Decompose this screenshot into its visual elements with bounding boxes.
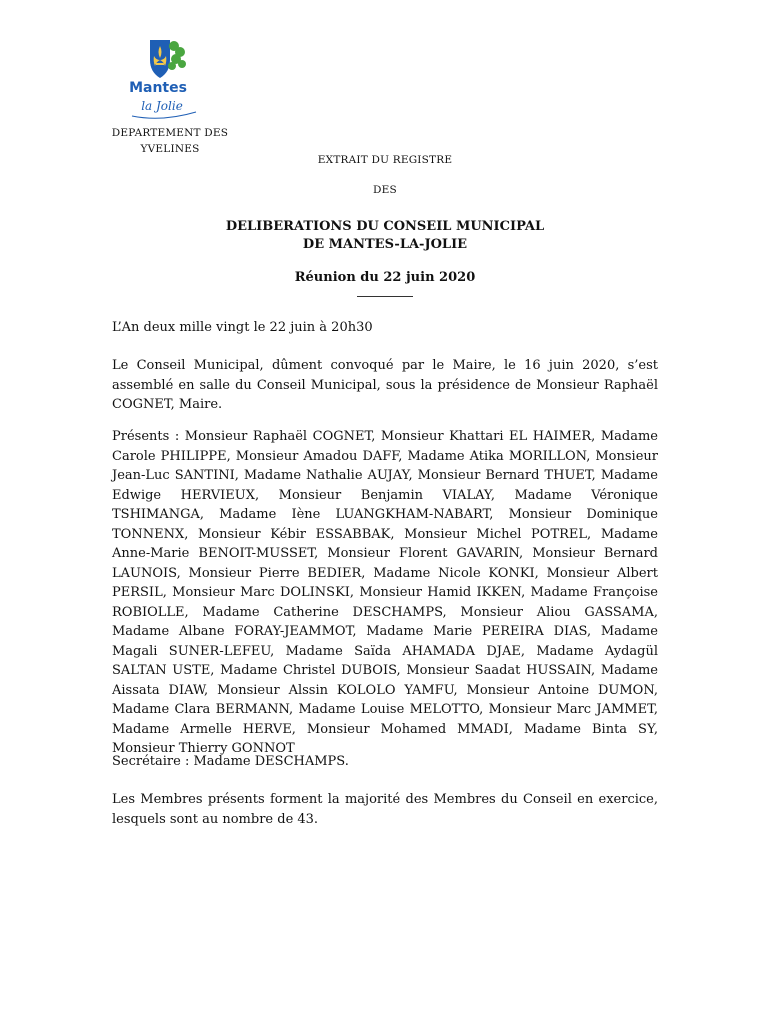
logo-wordmark: Mantes [129,80,187,96]
meeting-date-heading: Réunion du 22 juin 2020 [294,270,476,285]
extract-line-2: DES [373,184,397,196]
date-line: L’An deux mille vingt le 22 juin à 20h30 [112,320,373,335]
title-line-2: DE MANTES-LA-JOLIE [302,237,468,252]
membres-paragraph: Les Membres présents forment la majorité des Membres du Conseil en exercice, lesquels sont au nombre de 43. [112,792,658,827]
document-title [0,218,770,254]
shield-icon [150,40,170,78]
divider [357,296,413,297]
title-line-1: DELIBERATIONS DU CONSEIL MUNICIPAL [225,219,545,234]
mantes-la-jolie-logo [122,36,202,126]
department-label: DEPARTEMENT DES YVELINES [111,127,229,155]
extract-line-1: EXTRAIT DU REGISTRE [317,154,453,166]
presents-paragraph: Présents : Monsieur Raphaël COGNET, Monsieur Khattari EL HAIMER, Madame Carole PHILIPPE, Monsieur Amadou DAFF, Madame Atika MORILLON, Monsieur Jean-Luc SANTINI, Madame Nathalie AUJAY, Monsieur Bernard THUET, Madame Edwige HERVIEUX, Monsieur Benjamin VIALAY, Madame Véronique TSHIMANGA, Madame Iène LUANGKHAM-NABART, Monsieur Dominique TONNENX, Monsieur Kébir ESSABBAK, Monsieur Michel POTREL, Madame Anne-Marie BENOIT-MUSSET, Monsieur Florent GAVARIN, Monsieur Bernard LAUNOIS, Monsieur Pierre BEDIER, Madame Nicole KONKI, Monsieur Albert PERSIL, Monsieur Marc DOLINSKI, Monsieur Hamid IKKEN, Madame Françoise ROBIOLLE, Madame Catherine DESCHAMPS, Monsieur Aliou GASSAMA, Madame Albane FORAY-JEAMMOT, Madame Marie PEREIRA DIAS, Madame Magali SUNER-LEFEU, Madame Saïda AHAMADA DJAE, Madame Aydagül SALTAN USTE, Madame Christel DUBOIS, Monsieur Saadat HUSSAIN, Madame Aissata DIAW, Monsieur Alssin KOLOLO YAMFU, Monsieur Antoine DUMON, Madame Clara BERMANN, Madame Louise MELOTTO, Monsieur Marc JAMMET, Madame Armelle HERVE, Monsieur Mohamed MMADI, Madame Binta SY, Monsieur Thierry GONNOT [112,429,658,756]
tree-icon [168,41,186,70]
conseil-paragraph: Le Conseil Municipal, dûment convoqué par le Maire, le 16 juin 2020, s’est assemblé en salle du Conseil Municipal, sous la présidence de Monsieur Raphaël COGNET, Maire. [112,358,658,412]
logo-script: la Jolie [141,99,183,113]
secretaire-line: Secrétaire : Madame DESCHAMPS. [112,754,349,769]
